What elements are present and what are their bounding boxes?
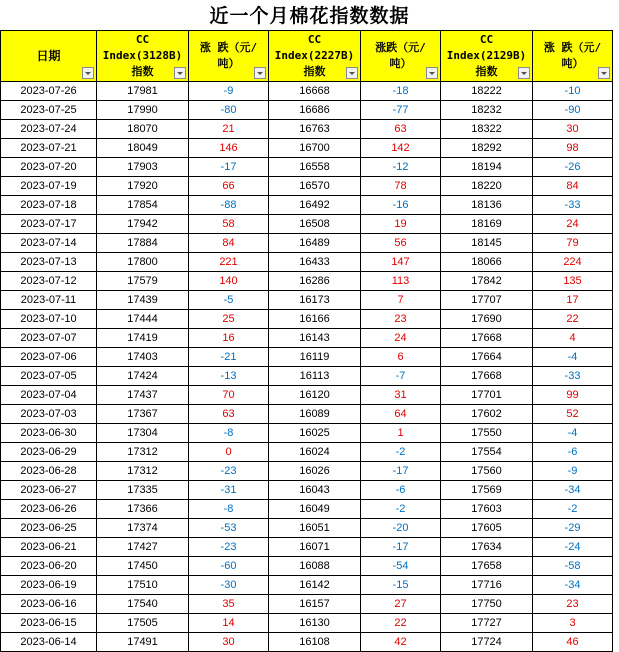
cell-change-3128b[interactable]: 84 bbox=[189, 234, 269, 253]
table-row bbox=[1, 557, 613, 576]
cell-index-3128b[interactable]: 17450 bbox=[97, 557, 189, 576]
cell-change-2227b[interactable]: 6 bbox=[361, 348, 441, 367]
cell-change-3128b[interactable]: 35 bbox=[189, 595, 269, 614]
cell-change-2129b[interactable]: 17 bbox=[533, 291, 613, 310]
cell-index-2129b[interactable]: 17560 bbox=[441, 462, 533, 481]
cell-index-3128b[interactable]: 17374 bbox=[97, 519, 189, 538]
cell-date[interactable]: 2023-07-03 bbox=[1, 405, 97, 424]
cell-index-2129b[interactable]: 18136 bbox=[441, 196, 533, 215]
cell-date[interactable]: 2023-07-20 bbox=[1, 158, 97, 177]
header-change-2227b bbox=[361, 31, 441, 82]
cell-index-2227b[interactable]: 16120 bbox=[269, 386, 361, 405]
cell-change-3128b[interactable]: -23 bbox=[189, 462, 269, 481]
header-label: 指数 bbox=[475, 65, 498, 78]
cell-date[interactable]: 2023-07-24 bbox=[1, 120, 97, 139]
cell-change-2129b[interactable]: 4 bbox=[533, 329, 613, 348]
cell-date[interactable]: 2023-06-28 bbox=[1, 462, 97, 481]
cell-index-3128b[interactable]: 17920 bbox=[97, 177, 189, 196]
cell-date[interactable]: 2023-07-05 bbox=[1, 367, 97, 386]
cell-index-2227b[interactable]: 16071 bbox=[269, 538, 361, 557]
cell-index-2227b[interactable]: 16166 bbox=[269, 310, 361, 329]
cell-change-2227b[interactable]: -2 bbox=[361, 443, 441, 462]
cell-index-3128b[interactable]: 17540 bbox=[97, 595, 189, 614]
cell-change-2129b[interactable]: 22 bbox=[533, 310, 613, 329]
table-row bbox=[1, 500, 613, 519]
cell-change-2227b[interactable]: 23 bbox=[361, 310, 441, 329]
cell-change-2227b[interactable]: -77 bbox=[361, 101, 441, 120]
header-row bbox=[1, 31, 613, 82]
table-row bbox=[1, 215, 613, 234]
cell-index-3128b[interactable]: 18070 bbox=[97, 120, 189, 139]
cell-change-2227b[interactable]: -20 bbox=[361, 519, 441, 538]
cell-change-2227b[interactable]: -16 bbox=[361, 196, 441, 215]
cell-index-2227b[interactable]: 16051 bbox=[269, 519, 361, 538]
table-row bbox=[1, 234, 613, 253]
cell-change-2129b[interactable]: 3 bbox=[533, 614, 613, 633]
cell-change-2227b[interactable]: -15 bbox=[361, 576, 441, 595]
cell-change-3128b[interactable]: -13 bbox=[189, 367, 269, 386]
cell-index-2227b[interactable]: 16088 bbox=[269, 557, 361, 576]
cell-index-3128b[interactable]: 17439 bbox=[97, 291, 189, 310]
filter-dropdown-icon[interactable] bbox=[598, 67, 610, 79]
cell-index-2129b[interactable]: 17602 bbox=[441, 405, 533, 424]
cell-change-2227b[interactable]: -17 bbox=[361, 538, 441, 557]
cell-change-2227b[interactable]: 142 bbox=[361, 139, 441, 158]
cell-change-2227b[interactable]: 24 bbox=[361, 329, 441, 348]
cell-change-3128b[interactable]: 63 bbox=[189, 405, 269, 424]
cell-index-2227b[interactable]: 16286 bbox=[269, 272, 361, 291]
table-row bbox=[1, 386, 613, 405]
cotton-index-table bbox=[0, 30, 613, 652]
cell-change-2227b[interactable]: 42 bbox=[361, 633, 441, 652]
cell-index-2227b[interactable]: 16108 bbox=[269, 633, 361, 652]
cell-change-2227b[interactable]: -12 bbox=[361, 158, 441, 177]
header-label: Index(2129B) bbox=[446, 49, 527, 62]
cell-date[interactable]: 2023-07-17 bbox=[1, 215, 97, 234]
table-row bbox=[1, 424, 613, 443]
cell-date[interactable]: 2023-06-25 bbox=[1, 519, 97, 538]
cell-change-3128b[interactable]: -21 bbox=[189, 348, 269, 367]
cell-change-3128b[interactable]: 14 bbox=[189, 614, 269, 633]
cell-index-3128b[interactable]: 17403 bbox=[97, 348, 189, 367]
table-row bbox=[1, 158, 613, 177]
cell-date[interactable]: 2023-06-29 bbox=[1, 443, 97, 462]
cell-change-2129b[interactable]: -9 bbox=[533, 462, 613, 481]
cell-change-2227b[interactable]: 22 bbox=[361, 614, 441, 633]
sheet-title: 近一个月棉花指数数据 bbox=[209, 5, 410, 27]
cell-index-2227b[interactable]: 16157 bbox=[269, 595, 361, 614]
cell-change-3128b[interactable]: 58 bbox=[189, 215, 269, 234]
cell-date[interactable]: 2023-07-11 bbox=[1, 291, 97, 310]
table-row bbox=[1, 348, 613, 367]
cell-index-2227b[interactable]: 16119 bbox=[269, 348, 361, 367]
cell-index-3128b[interactable]: 17424 bbox=[97, 367, 189, 386]
cell-index-3128b[interactable]: 17427 bbox=[97, 538, 189, 557]
cell-change-2227b[interactable]: 78 bbox=[361, 177, 441, 196]
cell-change-3128b[interactable]: -23 bbox=[189, 538, 269, 557]
header-label: 吨） bbox=[217, 57, 240, 70]
cell-index-3128b[interactable]: 17579 bbox=[97, 272, 189, 291]
cell-change-3128b[interactable]: -60 bbox=[189, 557, 269, 576]
cell-index-3128b[interactable]: 17981 bbox=[97, 82, 189, 101]
cell-index-2129b[interactable]: 17554 bbox=[441, 443, 533, 462]
cell-change-2227b[interactable]: 63 bbox=[361, 120, 441, 139]
table-row bbox=[1, 196, 613, 215]
cell-index-2227b[interactable]: 16142 bbox=[269, 576, 361, 595]
cell-index-2129b[interactable]: 18232 bbox=[441, 101, 533, 120]
header-label: Index(3128B) bbox=[102, 49, 183, 62]
cell-change-2227b[interactable]: -6 bbox=[361, 481, 441, 500]
cell-index-2129b[interactable]: 17668 bbox=[441, 367, 533, 386]
cell-date[interactable]: 2023-07-14 bbox=[1, 234, 97, 253]
cell-index-2129b[interactable]: 17603 bbox=[441, 500, 533, 519]
cell-index-3128b[interactable]: 17304 bbox=[97, 424, 189, 443]
cell-change-3128b[interactable]: 25 bbox=[189, 310, 269, 329]
table-row bbox=[1, 481, 613, 500]
cell-date[interactable]: 2023-06-26 bbox=[1, 500, 97, 519]
header-change-2129b bbox=[533, 31, 613, 82]
cell-change-2227b[interactable]: -17 bbox=[361, 462, 441, 481]
cell-index-2129b[interactable]: 18220 bbox=[441, 177, 533, 196]
cell-change-2129b[interactable]: 30 bbox=[533, 120, 613, 139]
table-row bbox=[1, 519, 613, 538]
cell-index-2129b[interactable]: 17842 bbox=[441, 272, 533, 291]
cell-date[interactable]: 2023-06-30 bbox=[1, 424, 97, 443]
cell-change-2227b[interactable]: -54 bbox=[361, 557, 441, 576]
cell-change-3128b[interactable]: 146 bbox=[189, 139, 269, 158]
cell-change-2227b[interactable]: 27 bbox=[361, 595, 441, 614]
table-row bbox=[1, 367, 613, 386]
cell-change-2129b[interactable]: -24 bbox=[533, 538, 613, 557]
cell-change-2227b[interactable]: -18 bbox=[361, 82, 441, 101]
cell-change-3128b[interactable]: -9 bbox=[189, 82, 269, 101]
cell-change-3128b[interactable]: 16 bbox=[189, 329, 269, 348]
cell-index-2227b[interactable]: 16763 bbox=[269, 120, 361, 139]
cell-index-3128b[interactable]: 17419 bbox=[97, 329, 189, 348]
cell-index-2129b[interactable]: 18145 bbox=[441, 234, 533, 253]
cell-index-2227b[interactable]: 16508 bbox=[269, 215, 361, 234]
header-date bbox=[1, 31, 97, 82]
cell-date[interactable]: 2023-06-21 bbox=[1, 538, 97, 557]
table-row bbox=[1, 633, 613, 652]
cell-change-2227b[interactable]: 19 bbox=[361, 215, 441, 234]
cell-index-3128b[interactable]: 17854 bbox=[97, 196, 189, 215]
cell-index-3128b[interactable]: 17505 bbox=[97, 614, 189, 633]
header-label: 指数 bbox=[303, 65, 326, 78]
header-change-3128b bbox=[189, 31, 269, 82]
header-label: 日期 bbox=[36, 49, 61, 63]
cell-index-2129b[interactable]: 17569 bbox=[441, 481, 533, 500]
cell-change-3128b[interactable]: -31 bbox=[189, 481, 269, 500]
cell-index-2227b[interactable]: 16143 bbox=[269, 329, 361, 348]
table-row bbox=[1, 443, 613, 462]
table-row bbox=[1, 595, 613, 614]
cell-change-3128b[interactable]: -17 bbox=[189, 158, 269, 177]
cell-date[interactable]: 2023-07-26 bbox=[1, 82, 97, 101]
cell-change-2129b[interactable]: -33 bbox=[533, 196, 613, 215]
cell-change-2129b[interactable]: 24 bbox=[533, 215, 613, 234]
cell-change-2129b[interactable]: -2 bbox=[533, 500, 613, 519]
table-row bbox=[1, 253, 613, 272]
cell-change-2129b[interactable]: -34 bbox=[533, 576, 613, 595]
cell-index-2129b[interactable]: 17707 bbox=[441, 291, 533, 310]
cell-index-2129b[interactable]: 17668 bbox=[441, 329, 533, 348]
table-row bbox=[1, 329, 613, 348]
cell-index-2227b[interactable]: 16173 bbox=[269, 291, 361, 310]
header-label: CC bbox=[307, 33, 322, 46]
cell-index-2129b[interactable]: 18292 bbox=[441, 139, 533, 158]
cell-change-2227b[interactable]: -2 bbox=[361, 500, 441, 519]
cell-index-2129b[interactable]: 17550 bbox=[441, 424, 533, 443]
cell-index-2227b[interactable]: 16489 bbox=[269, 234, 361, 253]
header-label: 指数 bbox=[131, 65, 154, 78]
cell-index-2227b[interactable]: 16049 bbox=[269, 500, 361, 519]
cell-change-2129b[interactable]: -4 bbox=[533, 348, 613, 367]
cell-change-2227b[interactable]: 64 bbox=[361, 405, 441, 424]
header-index-3128b bbox=[97, 31, 189, 82]
table-row bbox=[1, 310, 613, 329]
cell-change-2129b[interactable]: 224 bbox=[533, 253, 613, 272]
cell-index-2227b[interactable]: 16130 bbox=[269, 614, 361, 633]
cell-index-2227b[interactable]: 16558 bbox=[269, 158, 361, 177]
filter-dropdown-icon[interactable] bbox=[174, 67, 186, 79]
cell-index-2129b[interactable]: 17658 bbox=[441, 557, 533, 576]
cell-change-2129b[interactable]: -34 bbox=[533, 481, 613, 500]
filter-dropdown-icon[interactable] bbox=[346, 67, 358, 79]
header-label: 吨） bbox=[561, 57, 584, 70]
filter-dropdown-icon[interactable] bbox=[254, 67, 266, 79]
cell-date[interactable]: 2023-07-12 bbox=[1, 272, 97, 291]
cell-change-2129b[interactable]: 98 bbox=[533, 139, 613, 158]
cell-change-2227b[interactable]: 147 bbox=[361, 253, 441, 272]
table-row bbox=[1, 405, 613, 424]
cell-change-2227b[interactable]: 56 bbox=[361, 234, 441, 253]
cell-change-2129b[interactable]: -10 bbox=[533, 82, 613, 101]
cell-change-3128b[interactable]: 30 bbox=[189, 633, 269, 652]
cell-change-3128b[interactable]: -88 bbox=[189, 196, 269, 215]
cell-change-2227b[interactable]: 1 bbox=[361, 424, 441, 443]
header-label: CC bbox=[479, 33, 494, 46]
cell-change-2129b[interactable]: 99 bbox=[533, 386, 613, 405]
cell-change-3128b[interactable]: 221 bbox=[189, 253, 269, 272]
cell-index-2129b[interactable]: 18169 bbox=[441, 215, 533, 234]
table-row bbox=[1, 576, 613, 595]
cell-index-2227b[interactable]: 16570 bbox=[269, 177, 361, 196]
table-row bbox=[1, 82, 613, 101]
cell-change-2129b[interactable]: -4 bbox=[533, 424, 613, 443]
cell-change-2227b[interactable]: 31 bbox=[361, 386, 441, 405]
cell-date[interactable]: 2023-06-15 bbox=[1, 614, 97, 633]
cell-date[interactable]: 2023-07-04 bbox=[1, 386, 97, 405]
header-index-2129b bbox=[441, 31, 533, 82]
cell-date[interactable]: 2023-06-14 bbox=[1, 633, 97, 652]
cell-change-3128b[interactable]: -53 bbox=[189, 519, 269, 538]
cell-change-2129b[interactable]: -6 bbox=[533, 443, 613, 462]
cell-index-2129b[interactable]: 18066 bbox=[441, 253, 533, 272]
cell-date[interactable]: 2023-07-13 bbox=[1, 253, 97, 272]
table-row bbox=[1, 177, 613, 196]
filter-dropdown-icon[interactable] bbox=[82, 67, 94, 79]
cell-index-2227b[interactable]: 16043 bbox=[269, 481, 361, 500]
cell-index-3128b[interactable]: 17491 bbox=[97, 633, 189, 652]
cell-index-3128b[interactable]: 17990 bbox=[97, 101, 189, 120]
cell-index-2227b[interactable]: 16113 bbox=[269, 367, 361, 386]
cell-date[interactable]: 2023-07-25 bbox=[1, 101, 97, 120]
cell-index-2129b[interactable]: 17690 bbox=[441, 310, 533, 329]
cell-date[interactable]: 2023-06-27 bbox=[1, 481, 97, 500]
filter-dropdown-icon[interactable] bbox=[426, 67, 438, 79]
cell-change-3128b[interactable]: 21 bbox=[189, 120, 269, 139]
table-row bbox=[1, 272, 613, 291]
cell-date[interactable]: 2023-07-07 bbox=[1, 329, 97, 348]
cell-change-2129b[interactable]: 23 bbox=[533, 595, 613, 614]
cell-date[interactable]: 2023-07-18 bbox=[1, 196, 97, 215]
table-row bbox=[1, 101, 613, 120]
cell-change-3128b[interactable]: 66 bbox=[189, 177, 269, 196]
cell-change-3128b[interactable]: -5 bbox=[189, 291, 269, 310]
cell-change-2129b[interactable]: -26 bbox=[533, 158, 613, 177]
cell-change-2129b[interactable]: -33 bbox=[533, 367, 613, 386]
cell-change-3128b[interactable]: 0 bbox=[189, 443, 269, 462]
cell-index-2129b[interactable]: 17724 bbox=[441, 633, 533, 652]
cell-index-2227b[interactable]: 16433 bbox=[269, 253, 361, 272]
cell-index-2227b[interactable]: 16700 bbox=[269, 139, 361, 158]
header-index-2227b bbox=[269, 31, 361, 82]
cell-index-3128b[interactable]: 17903 bbox=[97, 158, 189, 177]
cell-index-3128b[interactable]: 17312 bbox=[97, 443, 189, 462]
header-label: 涨跌（元/ bbox=[375, 41, 426, 54]
table-row bbox=[1, 139, 613, 158]
cell-index-2129b[interactable]: 17605 bbox=[441, 519, 533, 538]
header-label: 吨） bbox=[389, 57, 412, 70]
filter-dropdown-icon[interactable] bbox=[518, 67, 530, 79]
cell-index-2227b[interactable]: 16025 bbox=[269, 424, 361, 443]
cell-date[interactable]: 2023-07-10 bbox=[1, 310, 97, 329]
cell-date[interactable]: 2023-07-19 bbox=[1, 177, 97, 196]
cell-index-2227b[interactable]: 16024 bbox=[269, 443, 361, 462]
cell-change-2129b[interactable]: 46 bbox=[533, 633, 613, 652]
cell-index-3128b[interactable]: 17367 bbox=[97, 405, 189, 424]
table-row bbox=[1, 120, 613, 139]
cell-index-2129b[interactable]: 17634 bbox=[441, 538, 533, 557]
cell-index-2227b[interactable]: 16668 bbox=[269, 82, 361, 101]
cell-index-3128b[interactable]: 17510 bbox=[97, 576, 189, 595]
cell-change-3128b[interactable]: -8 bbox=[189, 500, 269, 519]
cell-change-2227b[interactable]: 7 bbox=[361, 291, 441, 310]
cell-index-2129b[interactable]: 18194 bbox=[441, 158, 533, 177]
cell-date[interactable]: 2023-06-19 bbox=[1, 576, 97, 595]
cell-index-2129b[interactable]: 17701 bbox=[441, 386, 533, 405]
table-row bbox=[1, 462, 613, 481]
cell-index-2227b[interactable]: 16026 bbox=[269, 462, 361, 481]
cell-change-2227b[interactable]: 113 bbox=[361, 272, 441, 291]
header-label: 涨 跌（元/ bbox=[543, 41, 602, 54]
cell-index-2227b[interactable]: 16492 bbox=[269, 196, 361, 215]
cell-date[interactable]: 2023-06-20 bbox=[1, 557, 97, 576]
header-label: CC bbox=[135, 33, 150, 46]
cell-index-3128b[interactable]: 17884 bbox=[97, 234, 189, 253]
cell-change-2129b[interactable]: -90 bbox=[533, 101, 613, 120]
cell-index-2129b[interactable]: 18222 bbox=[441, 82, 533, 101]
cell-change-3128b[interactable]: -80 bbox=[189, 101, 269, 120]
cell-change-3128b[interactable]: 70 bbox=[189, 386, 269, 405]
cell-index-3128b[interactable]: 18049 bbox=[97, 139, 189, 158]
header-label: Index(2227B) bbox=[274, 49, 355, 62]
cell-index-2129b[interactable]: 17727 bbox=[441, 614, 533, 633]
cell-index-2227b[interactable]: 16686 bbox=[269, 101, 361, 120]
cell-change-3128b[interactable]: -8 bbox=[189, 424, 269, 443]
cell-change-3128b[interactable]: -30 bbox=[189, 576, 269, 595]
cell-index-3128b[interactable]: 17366 bbox=[97, 500, 189, 519]
cell-date[interactable]: 2023-06-16 bbox=[1, 595, 97, 614]
cell-change-2129b[interactable]: 84 bbox=[533, 177, 613, 196]
cell-index-3128b[interactable]: 17800 bbox=[97, 253, 189, 272]
cell-index-3128b[interactable]: 17312 bbox=[97, 462, 189, 481]
cell-index-2227b[interactable]: 16089 bbox=[269, 405, 361, 424]
cell-index-2129b[interactable]: 17750 bbox=[441, 595, 533, 614]
cell-date[interactable]: 2023-07-06 bbox=[1, 348, 97, 367]
cell-change-2227b[interactable]: -7 bbox=[361, 367, 441, 386]
cell-index-2129b[interactable]: 18322 bbox=[441, 120, 533, 139]
cell-change-3128b[interactable]: 140 bbox=[189, 272, 269, 291]
cell-index-2129b[interactable]: 17664 bbox=[441, 348, 533, 367]
cell-change-2129b[interactable]: 135 bbox=[533, 272, 613, 291]
table-row bbox=[1, 538, 613, 557]
table-row bbox=[1, 614, 613, 633]
cell-index-3128b[interactable]: 17942 bbox=[97, 215, 189, 234]
cell-date[interactable]: 2023-07-21 bbox=[1, 139, 97, 158]
cell-index-3128b[interactable]: 17444 bbox=[97, 310, 189, 329]
cell-change-2129b[interactable]: 79 bbox=[533, 234, 613, 253]
cell-change-2129b[interactable]: 52 bbox=[533, 405, 613, 424]
cell-change-2129b[interactable]: -58 bbox=[533, 557, 613, 576]
cell-index-3128b[interactable]: 17335 bbox=[97, 481, 189, 500]
cell-index-3128b[interactable]: 17437 bbox=[97, 386, 189, 405]
table-body bbox=[1, 82, 613, 652]
cell-change-2129b[interactable]: -29 bbox=[533, 519, 613, 538]
cell-index-2129b[interactable]: 17716 bbox=[441, 576, 533, 595]
table-row bbox=[1, 291, 613, 310]
header-label: 涨 跌（元/ bbox=[199, 41, 258, 54]
